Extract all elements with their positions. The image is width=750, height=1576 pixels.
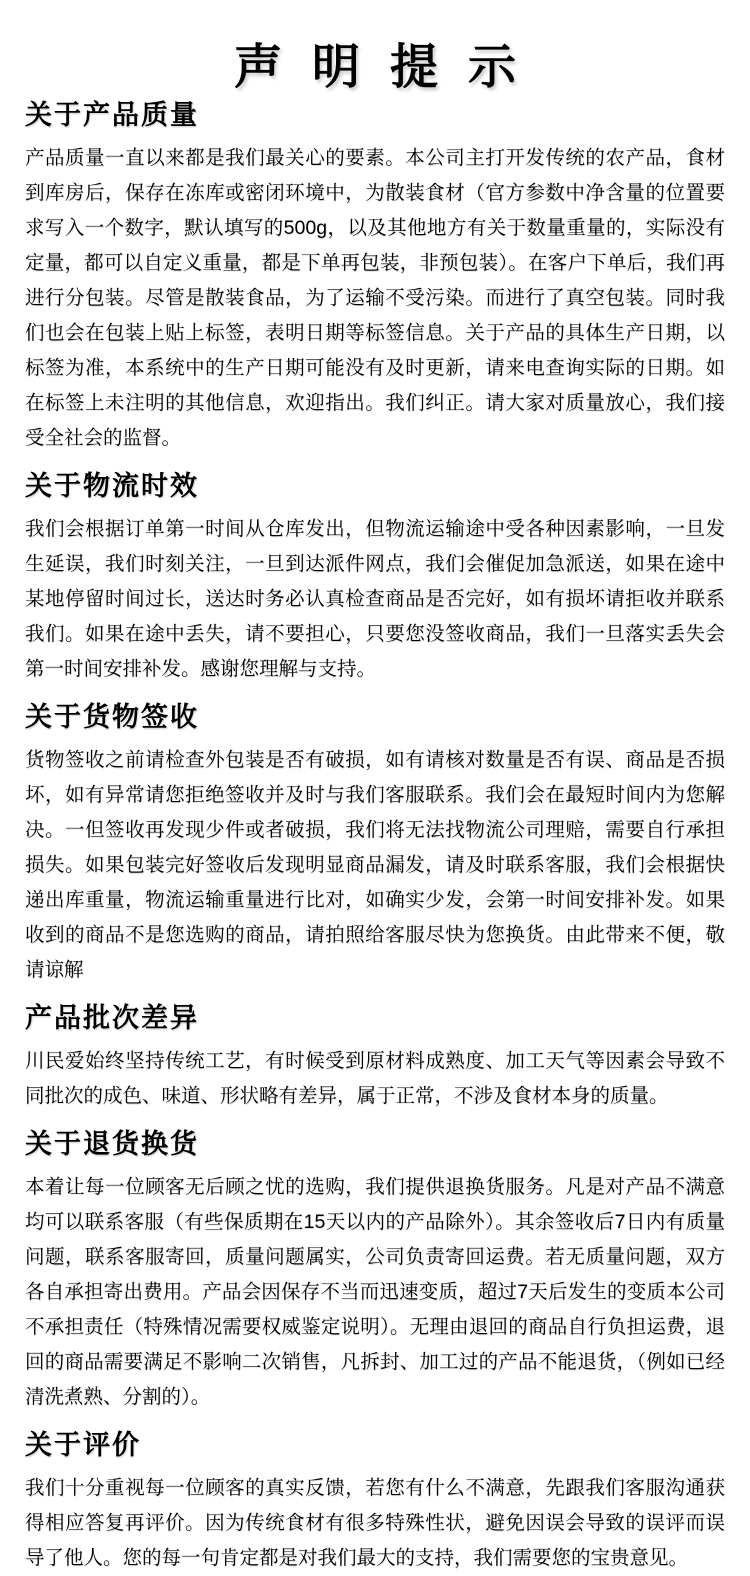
notice-section xyxy=(25,1000,725,1114)
notice-section xyxy=(25,1126,725,1415)
section-paragraph: 本着让每一位顾客无后顾之忧的选购，我们提供退换货服务。凡是对产品不满意均可以联系客服（有些保质期在15天以内的产品除外）。其余签收后7日内有质量问题，联系客服寄回，质量问题属实，公司负责寄回运费。若无质量问题，双方各自承担寄出费用。产品会因保存不当而迅速变质，超过7天后发生的变质本公司不承担责任（特殊情况需要权威鉴定说明）。无理由退回的商品自行负担运费，退回的商品需要满足不影响二次销售，凡拆封、加工过的产品不能退货，（例如已经清洗煮熟、分割的）。 xyxy=(25,1176,725,1409)
notice-section xyxy=(25,1427,725,1576)
section-heading: 关于物流时效 xyxy=(25,471,199,502)
section-heading: 关于退货换货 xyxy=(25,1129,199,1160)
notice-section xyxy=(25,699,725,988)
section-paragraph: 川民爱始终坚持传统工艺，有时候受到原材料成熟度、加工天气等因素会导致不同批次的成色、味道、形状略有差异，属于正常，不涉及食材本身的质量。 xyxy=(25,1050,725,1108)
section-paragraph: 产品质量一直以来都是我们最关心的要素。本公司主打开发传统的农产品，食材到库房后，保存在冻库或密闭环境中，为散装食材（官方参数中净含量的位置要求写入一个数字，默认填写的500g，以及其他地方有关于数量重量的，实际没有定量，都可以自定义重量，都是下单再包装，非预包装）。在客户下单后，我们再进行分包装。尽管是散装食品，为了运输不受污染。而进行了真空包装。同时我们也会在包装上贴上标签，表明日期等标签信息。关于产品的具体生产日期，以标签为准，本系统中的生产日期可能没有及时更新，请来电查询实际的日期。如在标签上未注明的其他信息，欢迎指出。我们纠正。请大家对质量放心，我们接受全社会的监督。 xyxy=(25,147,725,450)
section-paragraph: 我们会根据订单第一时间从仓库发出，但物流运输途中受各种因素影响，一旦发生延误，我们时刻关注，一旦到达派件网点，我们会催促加急派送，如果在途中某地停留时间过长，送达时务必认真检查商品是否完好，如有损坏请拒收并联系我们。如果在途中丢失，请不要担心，只要您没签收商品，我们一旦落实丢失会第一时间安排补发。感谢您理解与支持。 xyxy=(25,518,725,681)
sections-container xyxy=(25,97,725,1576)
section-paragraph: 货物签收之前请检查外包装是否有破损，如有请核对数量是否有误、商品是否损坏，如有异常请您拒绝签收并及时与我们客服联系。我们会在最短时间内为您解决。一但签收再发现少件或者破损，我们将无法找物流公司理赔，需要自行承担损失。如果包装完好签收后发现明显商品漏发，请及时联系客服，我们会根据快递出库重量，物流运输重量进行比对，如确实少发，会第一时间安排补发。如果收到的商品不是您选购的商品，请拍照给客服尽快为您换货。由此带来不便，敬请谅解 xyxy=(25,749,725,982)
section-paragraph: 我们十分重视每一位顾客的真实反馈，若您有什么不满意，先跟我们客服沟通获得相应答复再评价。因为传统食材有很多特殊性状，避免因误会导致的误评而误导了他人。您的每一句肯定都是对我们最大的支持，我们需要您的宝贵意见。 xyxy=(25,1477,725,1570)
section-heading: 产品批次差异 xyxy=(25,1003,199,1034)
page-title: 声明提示 xyxy=(233,41,546,94)
section-heading: 关于产品质量 xyxy=(25,100,199,131)
section-heading: 关于货物签收 xyxy=(25,702,199,733)
notice-section xyxy=(25,468,725,687)
section-heading: 关于评价 xyxy=(25,1430,141,1461)
notice-section xyxy=(25,97,725,456)
notice-page xyxy=(0,40,750,1570)
